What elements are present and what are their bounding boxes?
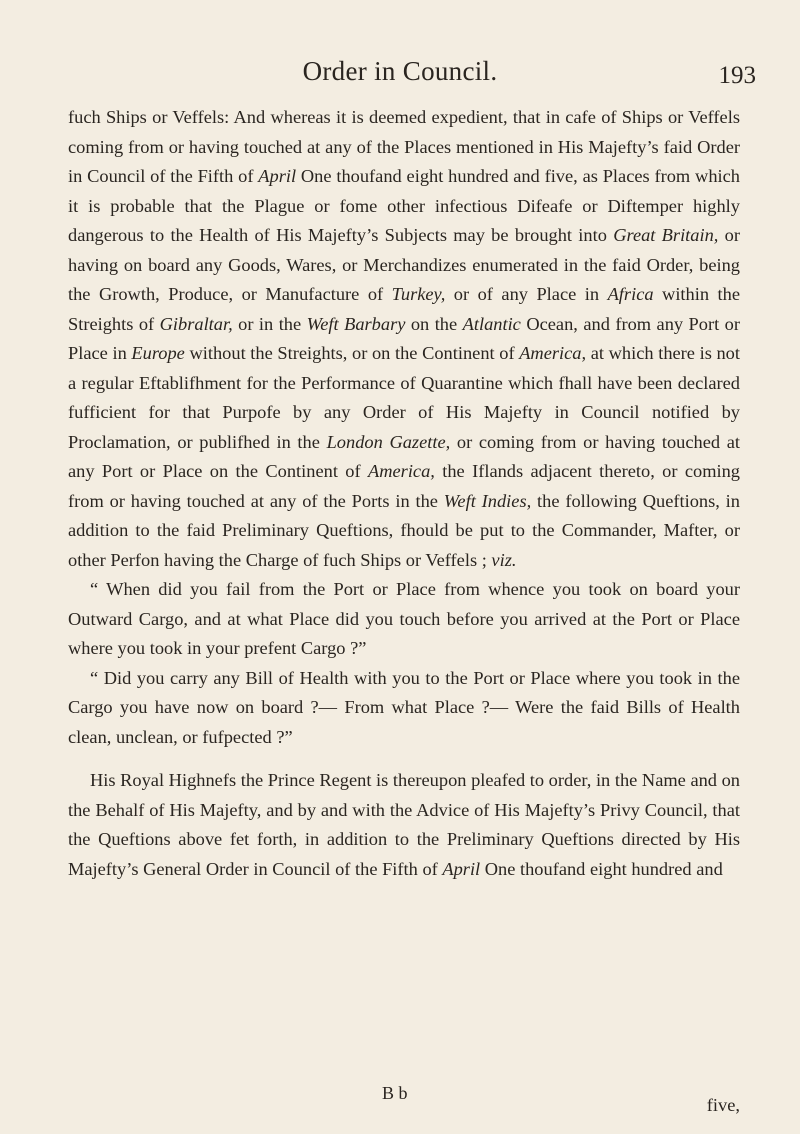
signature-mark: B b: [382, 1083, 408, 1103]
catchword: five,: [706, 1095, 740, 1115]
italic-text: April: [258, 166, 297, 186]
italic-text: Weft Barbary: [306, 313, 406, 334]
text-run: or in the: [232, 313, 307, 334]
italic-text: Atlantic: [462, 313, 521, 334]
text-run: or coming from or having touched at any Port or Place on the Continent of: [68, 431, 740, 481]
italic-text: Weft Indies,: [443, 490, 532, 511]
italic-text: London Gazette,: [326, 431, 451, 452]
italic-text: Africa: [607, 284, 654, 304]
text-run: “ When did you fail from the Port or Place from whence you took on board your Outward Cargo, and at what Place did you touch before you arrived at the Port or Place where you took in your prefent Cargo ?”: [68, 579, 740, 658]
italic-text: Gibraltar,: [159, 313, 233, 334]
paragraph-p2: [68, 575, 740, 664]
text-run: without the Streights, or on the Continent of: [184, 343, 520, 363]
italic-text: Turkey,: [391, 284, 446, 304]
text-run: His Royal Highnefs the Prince Regent is thereupon pleafed to order, in the Name and on the Behalf of His Majefty, and by and with the Advice of His Majefty’s Privy Council, that the Queftions above fet forth, in addition to the Preliminary Queftions directed by His Majefty’s General Order in Council of the Fifth of: [68, 770, 740, 879]
paragraph-p4: [68, 766, 740, 884]
paragraph-p1: [68, 103, 740, 575]
italic-text: viz.: [491, 549, 517, 570]
text-run: or of any Place in: [445, 284, 608, 304]
text-run: Ocean, and from any Port or Place in: [68, 313, 740, 363]
text-run: on the: [405, 313, 463, 334]
italic-text: Europe: [131, 343, 185, 363]
text-run: One thoufand eight hundred and: [480, 858, 723, 879]
text-run: One thoufand eight hundred and five, as Places from which it is probable that the Plague or fome other infectious Difeafe or Diftemper highly dangerous to the Health of His Majefty’s Subjects may be brought into: [68, 166, 740, 245]
italic-text: April: [442, 858, 481, 879]
text-run: the following Queftions, in addition to the faid Preliminary Queftions, fhould be put to the Commander, Mafter, or other Perfon having the Charge of fuch Ships or Veffels ;: [68, 490, 740, 570]
body-text: [68, 103, 740, 884]
paragraph-p3: [68, 664, 740, 753]
text-run: within the Streights of: [68, 284, 740, 334]
text-run: or having on board any Goods, Wares, or Merchandizes enumerated in the faid Order, being the Growth, Produce, or Manufacture of: [68, 225, 741, 304]
italic-text: Great Britain,: [613, 225, 719, 245]
text-run: “ Did you carry any Bill of Health with you to the Port or Place where you took in the Cargo you have now on board ?— From what Place ?— Were the faid Bills of Health clean, unclean, or fufpected ?”: [68, 667, 740, 747]
italic-text: America,: [367, 461, 435, 481]
text-run: fuch Ships or Veffels: And whereas it is deemed expedient, that in cafe of Ships or Veffels coming from or having touched at any of the Places mentioned in His Majefty’s faid Order in Council of the Fifth of: [68, 107, 740, 186]
italic-text: America,: [519, 343, 587, 363]
page-number: 193: [718, 62, 756, 89]
text-run: the Iflands adjacent thereto, or coming from or having touched at any of the Ports in the: [68, 461, 740, 511]
running-title: Order in Council.: [302, 56, 498, 86]
text-run: at which there is not a regular Eftablifhment for the Performance of Quarantine which fhall have been declared fufficient for that Purpofe by any Order of His Majefty in Council notified by Proclamation, or publifhed in the: [68, 343, 740, 452]
